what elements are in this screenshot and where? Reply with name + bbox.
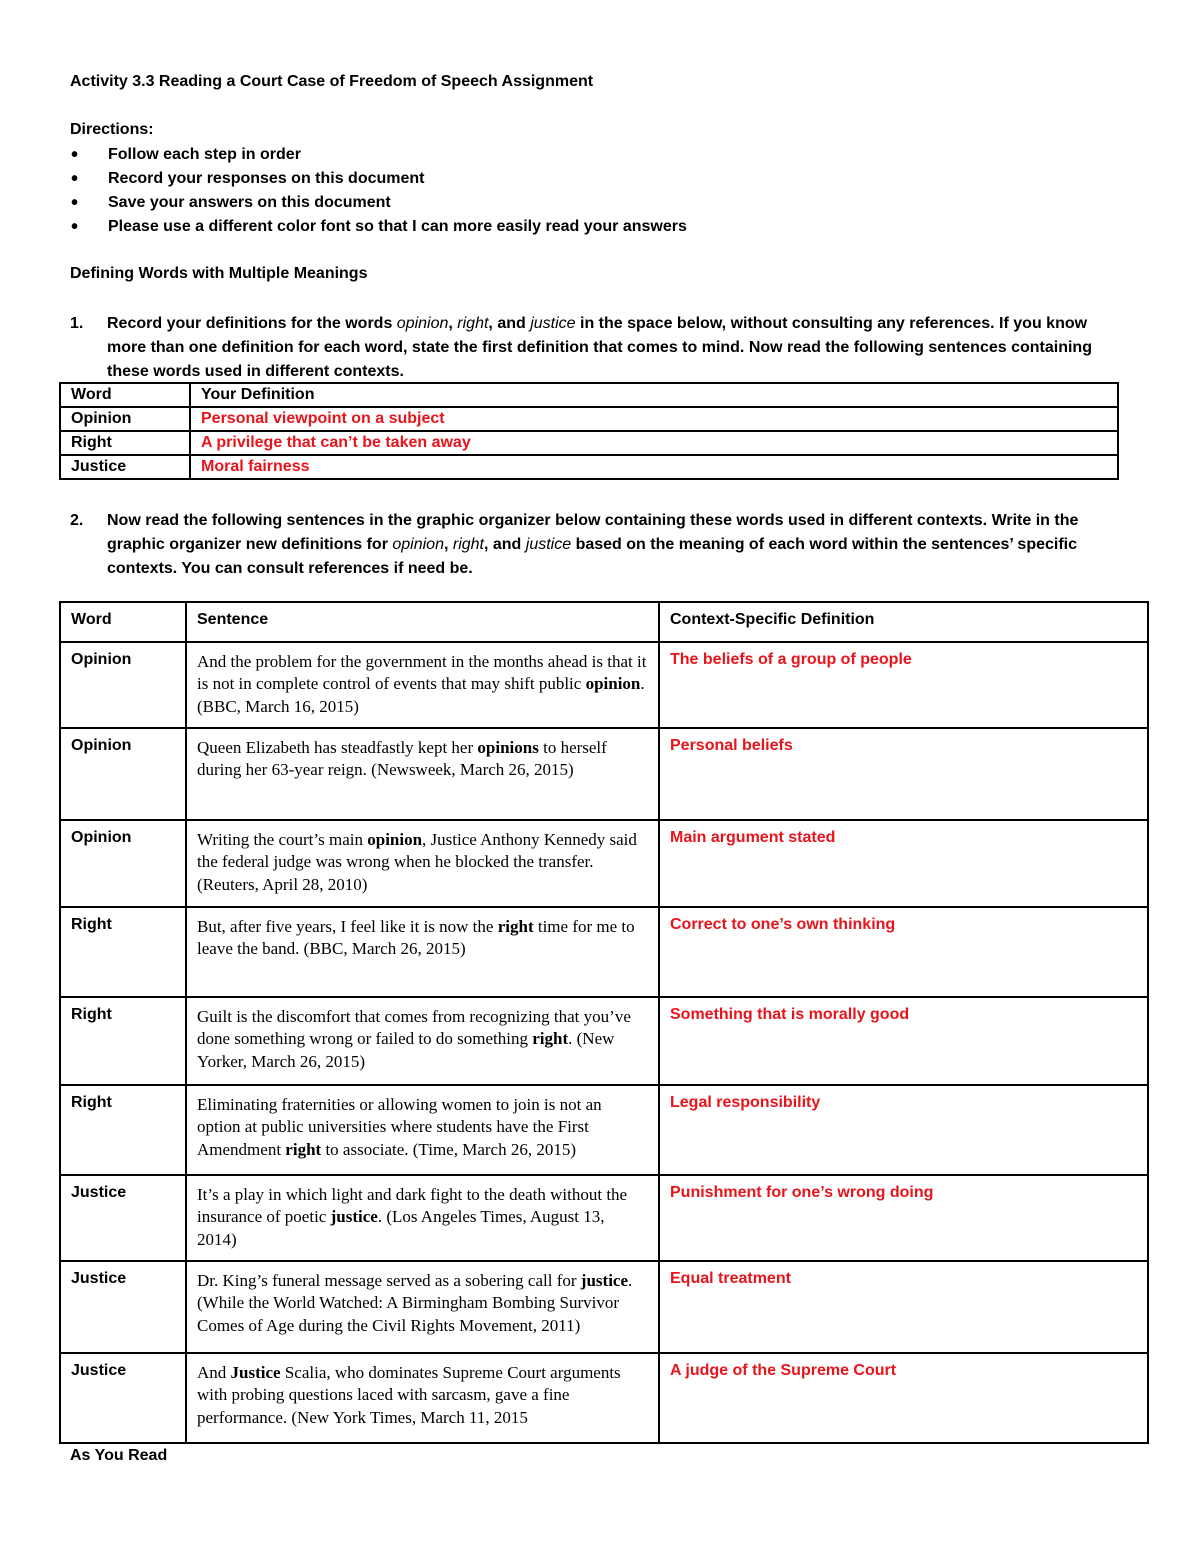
context-table — [59, 601, 1149, 1444]
list-item — [70, 144, 687, 168]
word-cell: Opinion — [60, 728, 186, 820]
word-cell: Justice — [60, 1353, 186, 1443]
word-cell: Right — [60, 1085, 186, 1175]
sentence-cell: Queen Elizabeth has steadfastly kept her opinions to herself during her 63-year reign. (Newsweek, March 26, 2015) — [186, 728, 659, 820]
list-item — [70, 168, 687, 192]
context-definition-cell[interactable]: Equal treatment — [659, 1261, 1148, 1353]
table-row — [60, 1353, 1148, 1443]
section-heading: Defining Words with Multiple Meanings — [70, 265, 368, 282]
word-cell: Opinion — [60, 642, 186, 728]
table-row — [60, 455, 1118, 479]
table-row — [60, 1085, 1148, 1175]
table-header-row — [60, 383, 1118, 407]
context-definition-cell[interactable]: A judge of the Supreme Court — [659, 1353, 1148, 1443]
header-cell: Your Definition — [190, 383, 1118, 407]
table-row — [60, 820, 1148, 907]
item-number: 2. — [70, 512, 84, 529]
sentence-cell: And the problem for the government in the months ahead is that it is not in complete control of events that may shift public opinion. (BBC, March 16, 2015) — [186, 642, 659, 728]
word-cell: Opinion — [60, 820, 186, 907]
word-cell: Justice — [60, 1175, 186, 1261]
directions-label: Directions: — [70, 121, 154, 138]
table-row — [60, 642, 1148, 728]
word-cell: Right — [60, 997, 186, 1085]
sentence-cell: It’s a play in which light and dark fight to the death without the insurance of poetic justice. (Los Angeles Times, August 13, 2014) — [186, 1175, 659, 1261]
header-cell: Word — [60, 383, 190, 407]
header-cell: Context-Specific Definition — [659, 602, 1148, 642]
sentence-cell: Dr. King’s funeral message served as a sobering call for justice. (While the World Watched: A Birmingham Bombing Survivor Comes of Age during the Civil Rights Movement, 2011) — [186, 1261, 659, 1353]
word-cell: Right — [60, 907, 186, 997]
table-row — [60, 997, 1148, 1085]
sentence-cell: Eliminating fraternities or allowing women to join is not an option at public universities where students have the First Amendment right to associate. (Time, March 26, 2015) — [186, 1085, 659, 1175]
header-cell: Word — [60, 602, 186, 642]
definition-cell[interactable]: A privilege that can’t be taken away — [190, 431, 1118, 455]
sentence-cell: And Justice Scalia, who dominates Supreme Court arguments with probing questions laced with sarcasm, gave a fine performance. (New York Times, March 11, 2015 — [186, 1353, 659, 1443]
table-header-row — [60, 602, 1148, 642]
table-row — [60, 407, 1118, 431]
context-definition-cell[interactable]: Main argument stated — [659, 820, 1148, 907]
sentence-cell: Writing the court’s main opinion, Justice Anthony Kennedy said the federal judge was wrong when he blocked the transfer. (Reuters, April 28, 2010) — [186, 820, 659, 907]
list-item — [70, 192, 687, 216]
direction-text: Record your responses on this document — [108, 170, 425, 187]
list-item — [70, 216, 687, 240]
definition-cell[interactable]: Moral fairness — [190, 455, 1118, 479]
direction-text: Please use a different color font so that I can more easily read your answers — [108, 218, 687, 235]
instruction-text: Record your definitions for the words opinion, right, and justice in the space below, without consulting any references. If you know more than one definition for each word, state the first definition that comes to mind. Now read the following sentences containing these words used in different contexts. — [107, 315, 1092, 380]
table-row — [60, 1261, 1148, 1353]
definition-cell[interactable]: Personal viewpoint on a subject — [190, 407, 1118, 431]
context-definition-cell[interactable]: Correct to one’s own thinking — [659, 907, 1148, 997]
direction-text: Save your answers on this document — [108, 194, 391, 211]
header-cell: Sentence — [186, 602, 659, 642]
item-number: 1. — [70, 315, 84, 332]
word-cell: Right — [60, 431, 190, 455]
table-row — [60, 907, 1148, 997]
context-definition-cell[interactable]: The beliefs of a group of people — [659, 642, 1148, 728]
footer-heading: As You Read — [70, 1447, 168, 1464]
directions-list — [70, 144, 687, 240]
context-definition-cell[interactable]: Something that is morally good — [659, 997, 1148, 1085]
word-cell: Justice — [60, 455, 190, 479]
context-definition-cell[interactable]: Punishment for one’s wrong doing — [659, 1175, 1148, 1261]
context-definition-cell[interactable]: Legal responsibility — [659, 1085, 1148, 1175]
page-title: Activity 3.3 Reading a Court Case of Freedom of Speech Assignment — [70, 73, 594, 90]
table-row — [60, 1175, 1148, 1261]
table-row — [60, 431, 1118, 455]
direction-text: Follow each step in order — [108, 146, 301, 163]
word-cell: Justice — [60, 1261, 186, 1353]
instruction-text: Now read the following sentences in the graphic organizer below containing these words used in different contexts. Write in the graphic organizer new definitions for opinion, right, and justice based on the meaning of each word within the sentences’ specific contexts. You can consult references if need be. — [107, 512, 1079, 577]
definition-table — [59, 382, 1119, 480]
word-cell: Opinion — [60, 407, 190, 431]
context-definition-cell[interactable]: Personal beliefs — [659, 728, 1148, 820]
sentence-cell: Guilt is the discomfort that comes from recognizing that you’ve done something wrong or failed to do something right. (New Yorker, March 26, 2015) — [186, 997, 659, 1085]
sentence-cell: But, after five years, I feel like it is now the right time for me to leave the band. (BBC, March 26, 2015) — [186, 907, 659, 997]
table-row — [60, 728, 1148, 820]
